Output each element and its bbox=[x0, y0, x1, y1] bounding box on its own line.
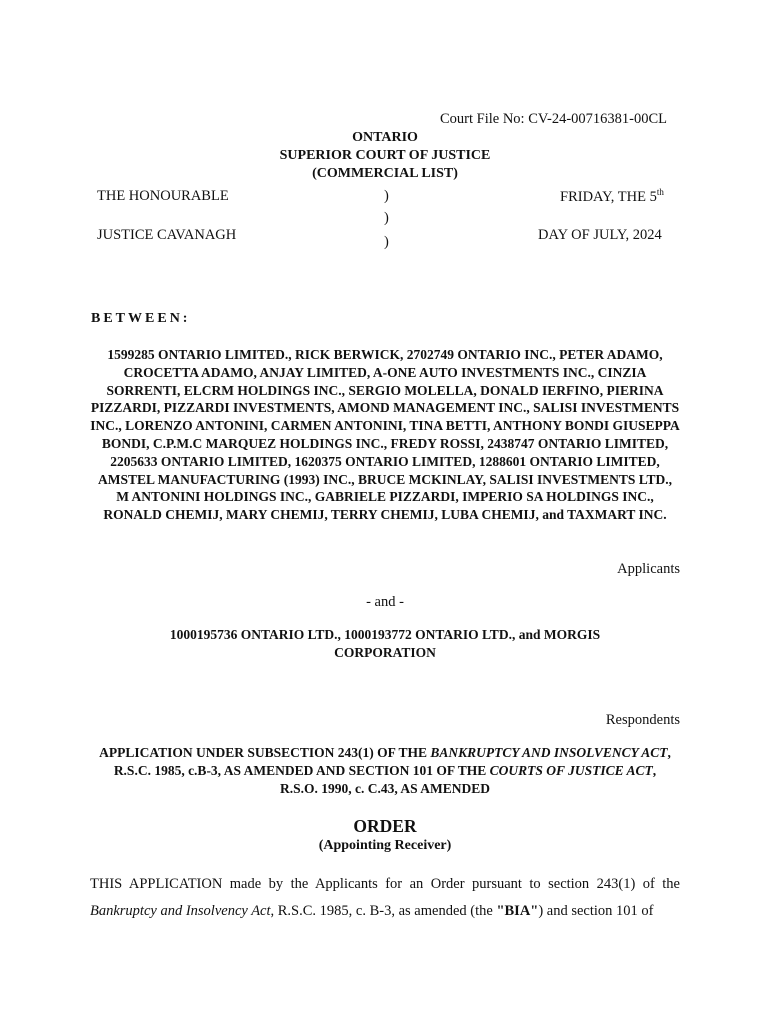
body-paragraph-line-2: Bankruptcy and Insolvency Act, R.S.C. 1985, c. B-3, as amended (the "BIA") and section 101 of bbox=[90, 903, 654, 919]
bracket-line: ) bbox=[384, 188, 389, 204]
bia-act-title: BANKRUPTCY AND INSOLVENCY ACT bbox=[430, 745, 668, 760]
court-file-number: Court File No: CV-24-00716381-00CL bbox=[440, 111, 668, 127]
between-label: BETWEEN: bbox=[91, 311, 191, 326]
date-day: FRIDAY, THE 5th bbox=[560, 187, 664, 205]
court-list: (COMMERCIAL LIST) bbox=[312, 166, 458, 181]
applicants-label: Applicants bbox=[617, 561, 680, 577]
cja-act-title: COURTS OF JUSTICE ACT bbox=[489, 763, 653, 778]
order-subtitle: (Appointing Receiver) bbox=[318, 838, 452, 853]
judge-title: THE HONOURABLE bbox=[97, 188, 229, 204]
body-paragraph-line-1: THIS APPLICATION made by the Applicants for an Order pursuant to section 243(1) of the bbox=[90, 876, 680, 892]
bracket-line: ) bbox=[384, 234, 389, 250]
and-separator: - and - bbox=[366, 594, 404, 610]
bracket-line: ) bbox=[384, 210, 389, 226]
applicants-names: 1599285 ONTARIO LIMITED., RICK BERWICK, 2702749 ONTARIO INC., PETER ADAMO, CROCETTA ADAMO, ANJAY LIMITED, A-ONE AUTO INVESTMENTS INC., CINZIA SORRENTI, ELCRM HOLDINGS INC., SERGIO MOLELLA, DONALD IERFINO, PIERINA PIZZARDI, PIZZARDI INVESTMENTS, AMOND MANAGEMENT INC., SALISI INVESTMENTS INC., LORENZO ANTONINI, CARMEN ANTONINI, TINA BETTI, ANTHONY BONDI GIUSEPPA BONDI, C.P.M.C MARQUEZ HOLDINGS INC., FREDY ROSSI, 2438747 ONTARIO LIMITED, 2205633 ONTARIO LIMITED, 1620375 ONTARIO LIMITED, 1288601 ONTARIO LIMITED, AMSTEL MANUFACTURING (1993) INC., BRUCE MCKINLAY, SALISI INVESTMENTS LTD., M ANTONINI HOLDINGS INC., GABRIELE PIZZARDI, IMPERIO SA HOLDINGS INC., RONALD CHEMIJ, MARY CHEMIJ, TERRY CHEMIJ, LUBA CHEMIJ, and TAXMART INC. bbox=[90, 347, 680, 523]
court-jurisdiction: ONTARIO bbox=[352, 130, 418, 145]
respondents-names: 1000195736 ONTARIO LTD., 1000193772 ONTARIO LTD., and MORGIS CORPORATION bbox=[169, 627, 601, 660]
respondents-label: Respondents bbox=[605, 712, 680, 728]
order-title: ORDER bbox=[353, 816, 417, 836]
date-month-year: DAY OF JULY, 2024 bbox=[538, 227, 662, 243]
court-heading bbox=[0, 129, 770, 183]
application-heading: APPLICATION UNDER SUBSECTION 243(1) OF THE BANKRUPTCY AND INSOLVENCY ACT, R.S.C. 1985, c.B-3, AS AMENDED AND SECTION 101 OF THE COURTS OF JUSTICE ACT, R.S.O. 1990, c. C.43, AS AMENDED bbox=[99, 745, 671, 796]
court-name: SUPERIOR COURT OF JUSTICE bbox=[279, 148, 491, 163]
date-ordinal-suffix: th bbox=[656, 187, 664, 197]
bia-defined-term: "BIA" bbox=[496, 903, 539, 919]
judge-name: JUSTICE CAVANAGH bbox=[97, 227, 237, 243]
